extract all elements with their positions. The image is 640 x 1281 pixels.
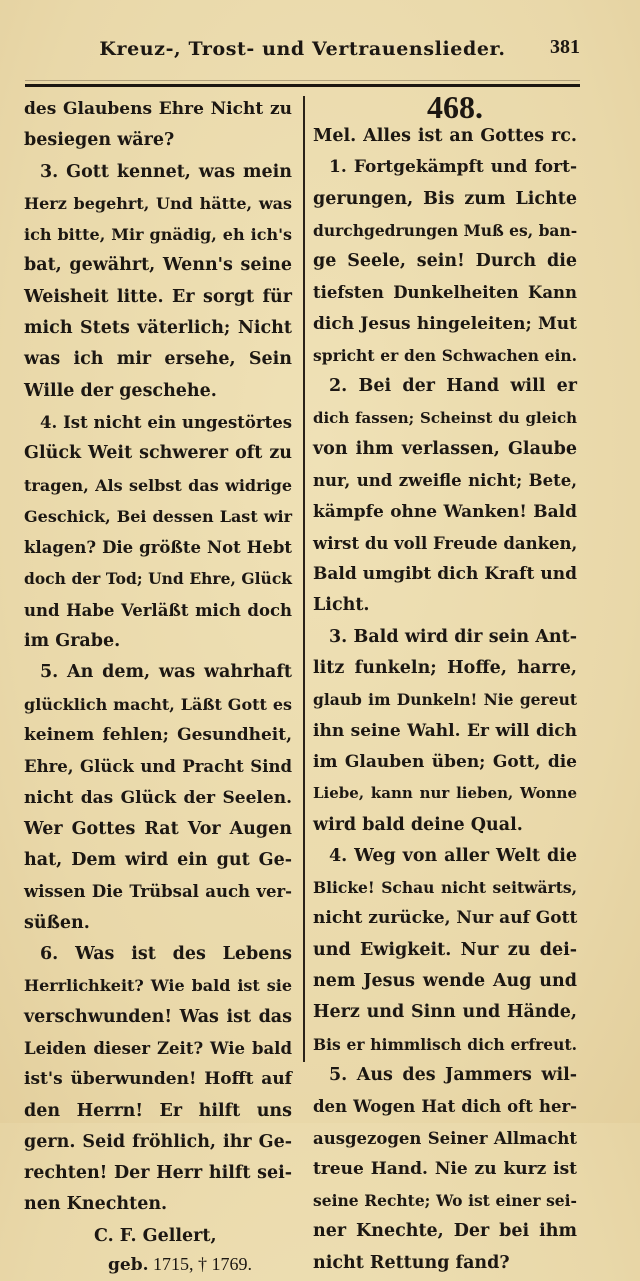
stanza-3 xyxy=(24,157,292,407)
text-line: seine Rechte; Wo ist einer sei- xyxy=(313,1191,577,1211)
continuation-text xyxy=(24,94,292,157)
text-line: spricht er den Schwachen ein. xyxy=(313,346,577,366)
text-line: Leiden dieser Zeit? Wie bald xyxy=(24,1038,292,1058)
text-line: mich Stets väterlich; Nicht xyxy=(24,318,292,339)
text-line: 3. Gott kennet, was mein xyxy=(40,161,292,182)
stanza-4 xyxy=(313,841,577,1060)
text-line: treue Hand. Nie zu kurz ist xyxy=(313,1158,577,1179)
page-number: 381 xyxy=(550,36,580,58)
melody-line: Mel. Alles ist an Gottes rc. xyxy=(313,126,577,146)
text-line: glaub im Dunkeln! Nie gereut xyxy=(313,690,577,710)
text-line: Herz und Sinn und Hände, xyxy=(313,1002,577,1023)
text-line: hat, Dem wird ein gut Ge- xyxy=(24,850,292,871)
text-line: Herrlichkeit? Wie bald ist sie xyxy=(24,976,292,996)
text-line: Liebe, kann nur lieben, Wonne xyxy=(313,784,577,803)
stanza-4 xyxy=(24,407,292,657)
attribution xyxy=(24,1221,292,1277)
text-line: Weisheit litte. Er sorgt für xyxy=(24,286,292,307)
text-line: Bald umgibt dich Kraft und xyxy=(313,564,577,585)
dates-value: 1715, † 1769. xyxy=(153,1253,253,1274)
text-line: was ich mir ersehe, Sein xyxy=(24,349,292,370)
text-line: bat, gewährt, Wenn's seine xyxy=(24,255,292,276)
hymn-number: 468. xyxy=(427,89,483,125)
left-column xyxy=(24,94,292,1277)
text-line: rechten! Der Herr hilft sei- xyxy=(24,1163,292,1184)
text-line: keinem fehlen; Gesundheit, xyxy=(24,724,292,745)
text-line: nur, und zweifle nicht; Bete, xyxy=(313,471,577,491)
running-title: Kreuz-, Trost- und Vertrauenslieder. xyxy=(99,38,506,60)
text-line: gern. Seid fröhlich, ihr Ge- xyxy=(24,1131,292,1152)
text-line: Wille der geschehe. xyxy=(24,380,217,401)
stanza-5 xyxy=(313,1060,577,1279)
text-line: wirst du voll Freude danken, xyxy=(313,533,578,553)
text-line: ihn seine Wahl. Er will dich xyxy=(313,720,577,741)
text-line: 6. Was ist des Lebens xyxy=(40,944,292,965)
text-line: wissen Die Trübsal auch ver- xyxy=(24,882,292,902)
text-line: süßen. xyxy=(24,912,90,933)
text-line: nicht Rettung fand? xyxy=(313,1252,510,1273)
text-line: dich Jesus hingeleiten; Mut xyxy=(313,313,577,334)
text-line: im Glauben üben; Gott, die xyxy=(313,751,577,772)
text-line: tragen, Als selbst das widrige xyxy=(24,475,292,495)
text-line: im Grabe. xyxy=(24,631,121,652)
text-line: Ehre, Glück und Pracht Sind xyxy=(24,757,292,777)
text-line: ist's überwunden! Hofft auf xyxy=(24,1069,292,1090)
text-line: Licht. xyxy=(313,595,370,616)
text-line: nem Jesus wende Aug und xyxy=(313,971,577,992)
text-line: kämpfe ohne Wanken! Bald xyxy=(313,501,577,522)
text-line: den Wogen Hat dich oft her- xyxy=(313,1097,577,1117)
author-dates xyxy=(24,1249,292,1277)
text-line: verschwunden! Was ist das xyxy=(24,1006,292,1027)
stanza-1 xyxy=(313,152,577,371)
text-line: 2. Bei der Hand will er xyxy=(329,376,577,397)
text-line: 4. Ist nicht ein ungestörtes xyxy=(40,412,292,432)
stanza-5 xyxy=(24,657,292,939)
stanza-2 xyxy=(313,371,577,621)
text-line: 1. Fortgekämpft und fort- xyxy=(329,157,577,178)
header-rule xyxy=(25,84,580,87)
text-line: ich bitte, Mir gnädig, eh ich's xyxy=(24,225,292,245)
text-line: 5. An dem, was wahrhaft xyxy=(40,662,292,683)
text-line: den Herrn! Er hilft uns xyxy=(24,1100,292,1121)
text-line: des Glaubens Ehre Nicht zu xyxy=(24,99,292,119)
text-line: klagen? Die größte Not Hebt xyxy=(24,538,292,558)
text-line: Geschick, Bei dessen Last wir xyxy=(24,506,292,526)
text-line: von ihm verlassen, Glaube xyxy=(313,438,577,459)
text-line: Wer Gottes Rat Vor Augen xyxy=(24,818,292,839)
text-line: gerungen, Bis zum Lichte xyxy=(313,188,577,209)
text-line: durchgedrungen Muß es, ban- xyxy=(313,220,578,240)
text-line: dich fassen; Scheinst du gleich xyxy=(313,408,577,427)
text-line: tiefsten Dunkelheiten Kann xyxy=(313,283,577,303)
author-name: C. F. Gellert, xyxy=(94,1225,217,1246)
text-line: 5. Aus des Jammers wil- xyxy=(329,1064,577,1085)
text-line: nicht das Glück der Seelen. xyxy=(24,787,292,808)
text-line: Herz begehrt, Und hätte, was xyxy=(24,193,292,213)
text-line: ner Knechte, Der bei ihm xyxy=(313,1221,577,1242)
text-line: und Ewigkeit. Nur zu dei- xyxy=(313,939,577,960)
text-line: glücklich macht, Läßt Gott es xyxy=(24,694,292,714)
dates-prefix: geb. xyxy=(108,1254,149,1275)
text-line: und Habe Verläßt mich doch xyxy=(24,600,292,620)
header-rule-thin xyxy=(25,80,580,81)
text-line: nicht zurücke, Nur auf Gott xyxy=(313,908,578,929)
text-line: besiegen wäre? xyxy=(24,130,175,151)
column-divider xyxy=(303,96,305,1062)
text-line: ge Seele, sein! Durch die xyxy=(313,251,577,272)
text-line: doch der Tod; Und Ehre, Glück xyxy=(24,569,292,589)
stanza-6 xyxy=(24,939,292,1221)
text-line: Bis er himmlisch dich erfreut. xyxy=(313,1034,577,1054)
text-line: wird bald deine Qual. xyxy=(313,814,523,835)
text-line: 3. Bald wird dir sein Ant- xyxy=(329,626,577,647)
text-line: litz funkeln; Hoffe, harre, xyxy=(313,658,577,679)
text-line: nen Knechten. xyxy=(24,1194,168,1215)
text-line: Glück Weit schwerer oft zu xyxy=(24,443,292,464)
text-line: 4. Weg von aller Welt die xyxy=(329,845,577,866)
running-header xyxy=(25,30,580,70)
text-line: ausgezogen Seiner Allmacht xyxy=(313,1128,577,1148)
stanza-3 xyxy=(313,622,577,841)
text-line: Blicke! Schau nicht seitwärts, xyxy=(313,878,577,898)
right-column xyxy=(313,89,578,1279)
